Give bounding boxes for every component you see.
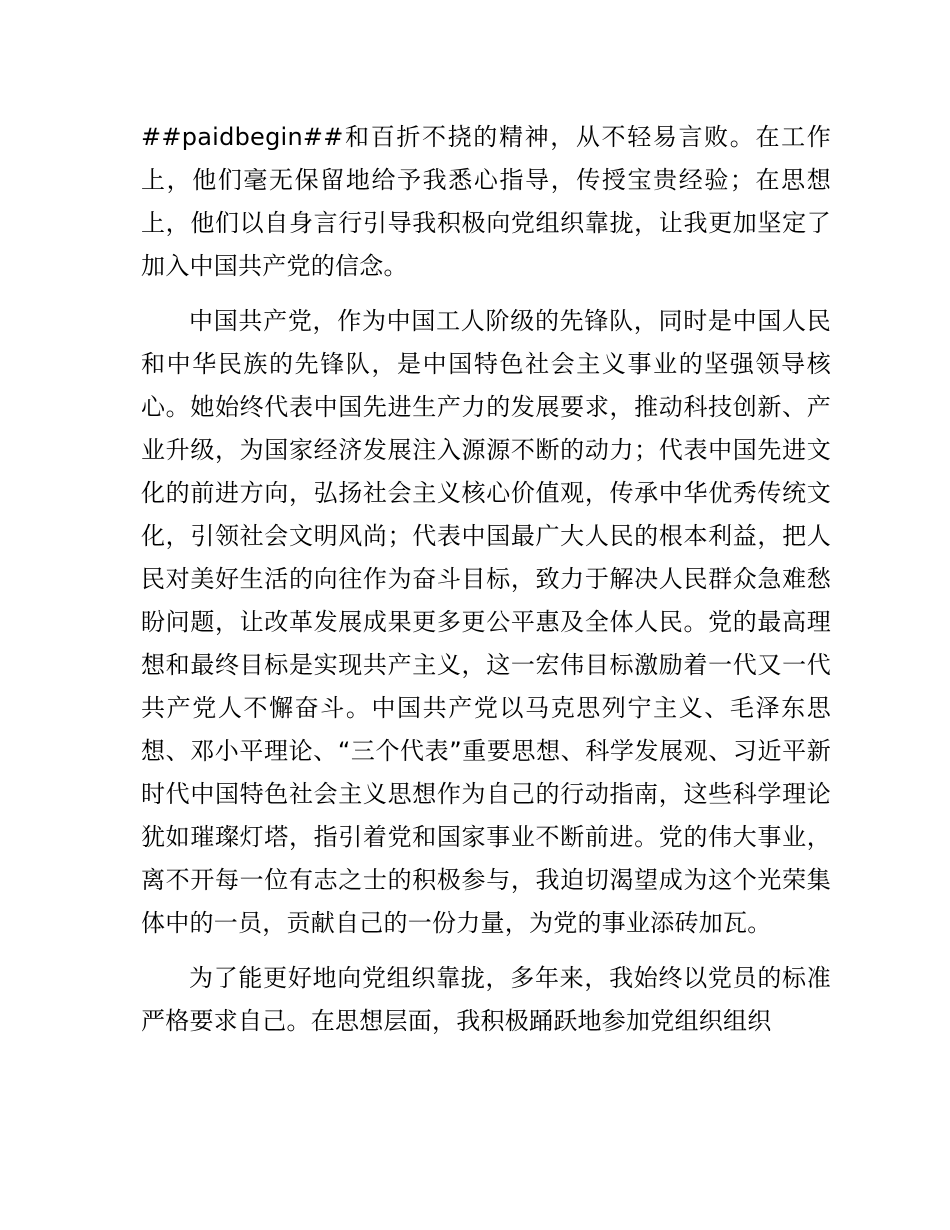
- paragraph-self-requirement: 为了能更好地向党组织靠拢，多年来，我始终以党员的标准严格要求自己。在思想层面，我积极踊跃地参加党组织组织: [141, 964, 831, 1035]
- paragraph-party-description: 中国共产党，作为中国工人阶级的先锋队，同时是中国人民和中华民族的先锋队，是中国特色社会主义事业的坚强领导核心。她始终代表中国先进生产力的发展要求，推动科技创新、产业升级，为国家经济发展注入源源不断的动力；代表中国先进文化的前进方向，弘扬社会主义核心价值观，传承中华优秀传统文化，引领社会文明风尚；代表中国最广大人民的根本利益，把人民对美好生活的向往作为奋斗目标，致力于解决人民群众急难愁盼问题，让改革发展成果更多更公平惠及全体人民。党的最高理想和最终目标是实现共产主义，这一宏伟目标激励着一代又一代共产党人不懈奋斗。中国共产党以马克思列宁主义、毛泽东思想、邓小平理论、“三个代表”重要思想、科学发展观、习近平新时代中国特色社会主义思想作为自己的行动指南，这些科学理论犹如璀璨灯塔，指引着党和国家事业不断前进。党的伟大事业，离不开每一位有志之士的积极参与，我迫切渴望成为这个光荣集体中的一员，贡献自己的一份力量，为党的事业添砖加瓦。: [141, 307, 831, 937]
- document-body: [141, 116, 831, 1043]
- paragraph-continuation: ##paidbegin##和百折不挠的精神，从不轻易言败。在工作上，他们毫无保留地给予我悉心指导，传授宝贵经验；在思想上，他们以自身言行引导我积极向党组织靠拢，让我更加坚定了加入中国共产党的信念。: [141, 123, 831, 280]
